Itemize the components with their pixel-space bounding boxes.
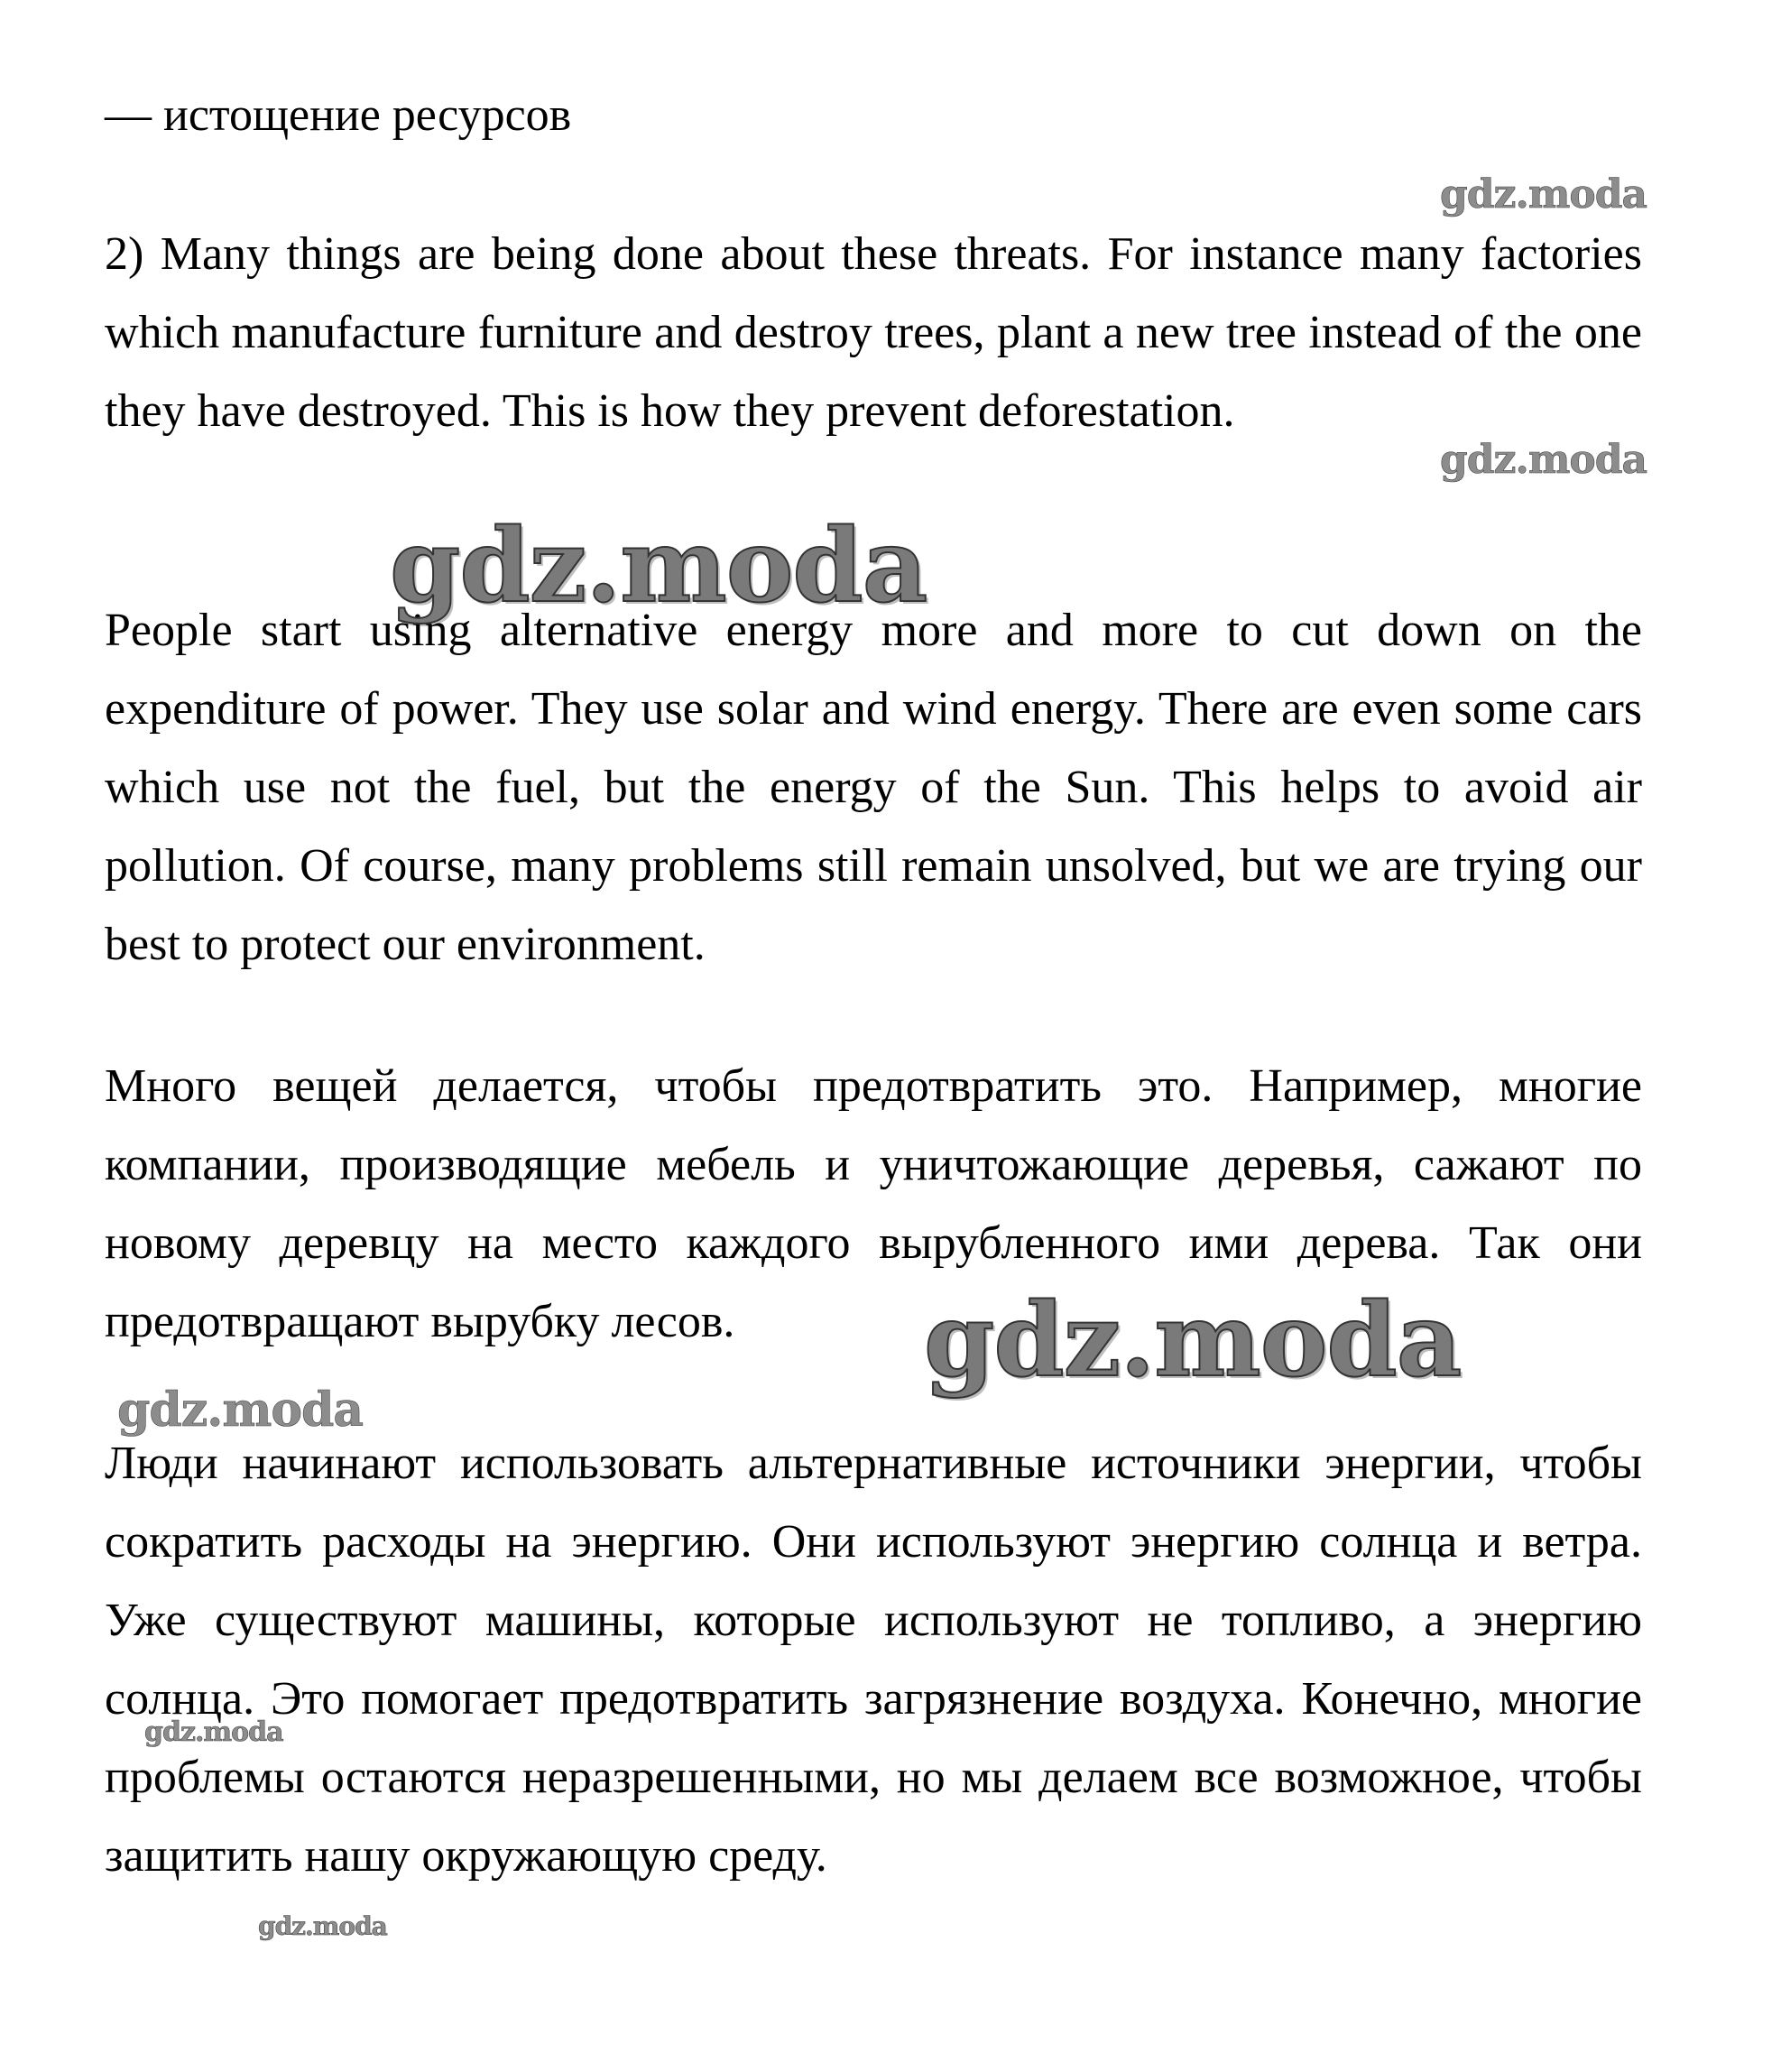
english-paragraph-2: People start using alternative energy more and more to cut down on the expenditure of power. They use solar and wind energy. There are even some cars which use not the fuel, but the energy of the Sun. This helps to avoid air pollution. Of course, many problems still remain unsolved, but we are trying our best to protect our environment. bbox=[105, 605, 1642, 970]
russian-paragraph-2: Люди начинают использовать альтернативные источники энергии, чтобы сократить расходы на энергию. Они используют энергию солнца и ветра. Уже существуют машины, которые используют не топливо, а энергию солнца. Это помогает предотвратить загрязнение воздуха. Конечно, многие проблемы остаются неразрешенными, но мы делаем все возможное, чтобы защитить нашу окружающую среду. bbox=[105, 1438, 1642, 1882]
watermark-logo: gdz.moda bbox=[390, 507, 927, 625]
watermark-logo: gdz.moda bbox=[924, 1281, 1462, 1400]
russian-paragraph-1: Много вещей делается, чтобы предотвратить это. Например, многие компании, производящие мебель и уничтожающие деревья, сажают по новому деревцу на место каждого вырубленного ими дерева. Так они предотвращают вырубку лесов. bbox=[105, 1060, 1642, 1347]
top-line: — истощение ресурсов bbox=[105, 89, 572, 141]
english-paragraph-1: 2) Many things are being done about these threats. For instance many factories which manufacture furniture and destroy trees, plant a new tree instead of the one they have destroyed. This is how they prevent deforestation. bbox=[105, 228, 1642, 437]
watermark-logo: gdz.moda bbox=[1440, 171, 1647, 217]
watermark-logo: gdz.moda bbox=[144, 1716, 283, 1748]
watermark-logo: gdz.moda bbox=[258, 1911, 387, 1941]
watermark-logo: gdz.moda bbox=[1440, 437, 1647, 483]
watermark-logo: gdz.moda bbox=[117, 1383, 364, 1438]
